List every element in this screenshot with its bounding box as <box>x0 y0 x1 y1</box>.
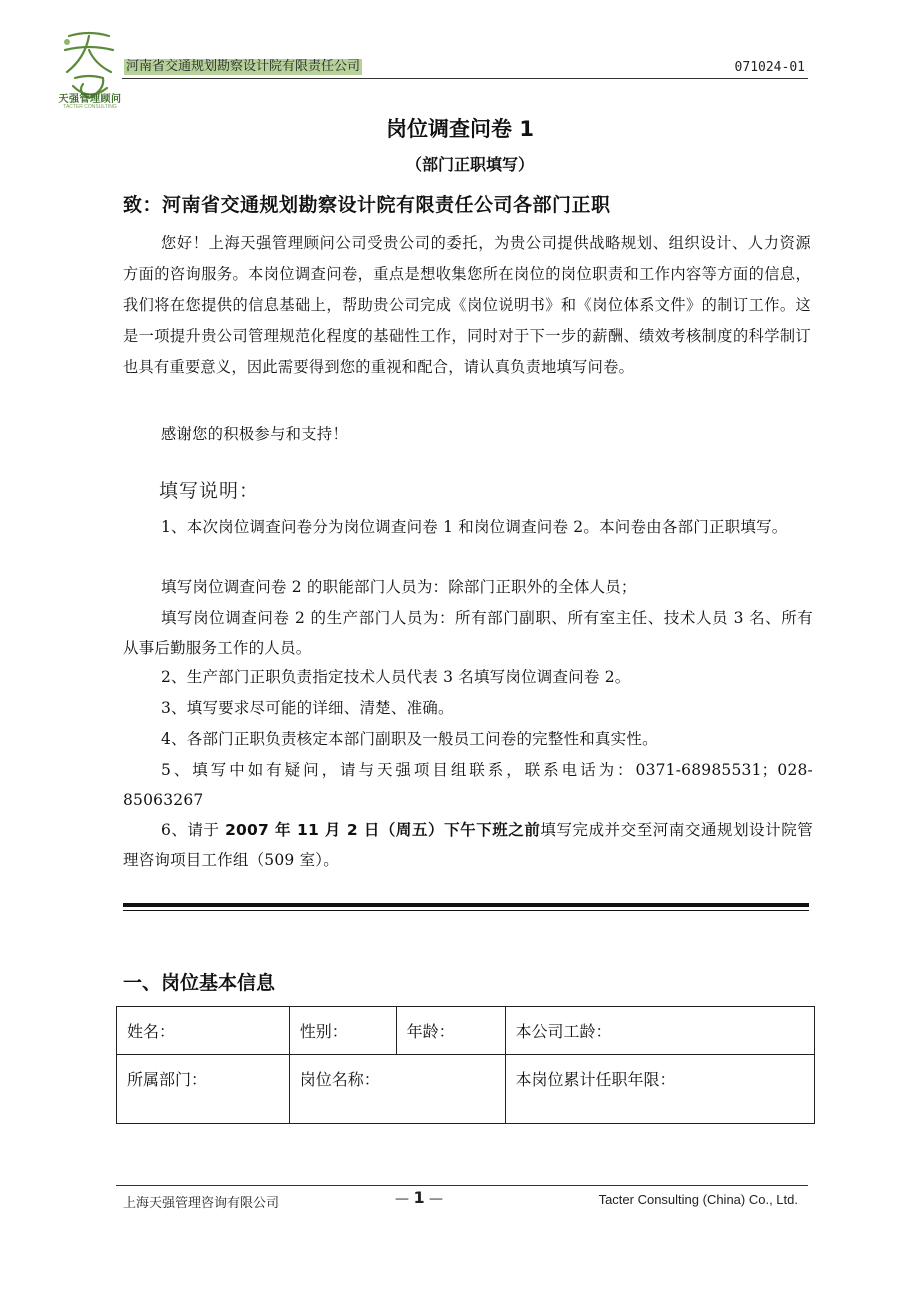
instruction-4: 4、各部门正职负责核定本部门副职及一般员工问卷的完整性和真实性。 <box>161 730 658 748</box>
page-dash-left: — <box>395 1191 409 1207</box>
instruction-1c: 填写岗位调查问卷 2 的生产部门人员为：所有部门副职、所有室主任、技术人员 3 名、所有从事后勤服务工作的人员。 <box>123 609 813 657</box>
position-tenure-cell[interactable]: 本岗位累计任职年限： <box>505 1055 815 1124</box>
intro-paragraph: 您好！上海天强管理顾问公司受贵公司的委托，为贵公司提供战略规划、组织设计、人力资源方面的咨询服务。本岗位调查问卷，重点是想收集您所在岗位的岗位职责和工作内容等方面的信息，我们将在您提供的信息基础上，帮助贵公司完成《岗位说明书》和《岗位体系文件》的制订工作。这是一项提升贵公司管理规范化程度的基础性工作，同时对于下一步的薪酬、绩效考核制度的科学制订也具有重要意义，因此需要得到您的重视和配合，请认真负责地填写问卷。 <box>123 234 811 376</box>
instruction-6 <box>123 815 813 875</box>
footer-divider <box>116 1185 808 1186</box>
instruction-1b: 填写岗位调查问卷 2 的职能部门人员为：除部门正职外的全体人员； <box>161 578 637 596</box>
footer-company: 上海天强管理咨询有限公司 <box>123 1196 280 1211</box>
gender-cell[interactable]: 性别： <box>289 1007 396 1055</box>
age-cell[interactable]: 年龄： <box>396 1007 505 1055</box>
footer-page-number <box>395 1188 443 1207</box>
addressee-line: 致：河南省交通规划勘察设计院有限责任公司各部门正职 <box>123 194 611 216</box>
section-divider-thick <box>123 903 809 907</box>
page-subtitle: （部门正职填写） <box>405 155 534 174</box>
section-1-heading: 一、岗位基本信息 <box>123 972 276 994</box>
header-doc-code: 071024-01 <box>734 60 805 75</box>
instruction-6-prefix: 6、请于 <box>161 821 226 839</box>
name-cell[interactable]: 姓名： <box>117 1007 290 1055</box>
position-name-cell[interactable]: 岗位名称： <box>289 1055 505 1124</box>
footer-company-en: Tacter Consulting (China) Co., Ltd. <box>598 1192 798 1207</box>
logo-subtext: TACTER CONSULTING <box>63 104 117 110</box>
company-tenure-cell[interactable]: 本公司工龄： <box>505 1007 815 1055</box>
instruction-6-suffix: 填写完成并交至河南交通规划设计院管理咨询项目工作组（509 室）。 <box>123 821 813 869</box>
page-number: 1 <box>413 1188 425 1207</box>
page-title: 岗位调查问卷 1 <box>386 117 534 141</box>
instruction-3: 3、填写要求尽可能的详细、清楚、准确。 <box>161 699 454 717</box>
header-company: 河南省交通规划勘察设计院有限责任公司 <box>126 59 361 74</box>
instructions-heading: 填写说明： <box>159 480 260 502</box>
header-divider <box>122 78 808 79</box>
thanks-line: 感谢您的积极参与和支持！ <box>161 425 349 443</box>
logo-text: 天强管理顾问 <box>58 94 122 105</box>
instruction-2: 2、生产部门正职负责指定技术人员代表 3 名填写岗位调查问卷 2。 <box>161 668 631 686</box>
table-row <box>117 1055 815 1124</box>
instruction-5: 5、填写中如有疑问，请与天强项目组联系，联系电话为：0371-68985531；028-85063267 <box>123 761 813 809</box>
section-divider-thin <box>123 910 809 911</box>
basic-info-table <box>116 1006 815 1124</box>
instruction-6-deadline: 2007 年 11 月 2 日（周五）下午下班之前 <box>225 821 541 839</box>
table-row <box>117 1007 815 1055</box>
department-cell[interactable]: 所属部门： <box>117 1055 290 1124</box>
page-dash-right: — <box>429 1191 444 1207</box>
instruction-1: 1、本次岗位调查问卷分为岗位调查问卷 1 和岗位调查问卷 2。本问卷由各部门正职填写。 <box>161 518 788 536</box>
